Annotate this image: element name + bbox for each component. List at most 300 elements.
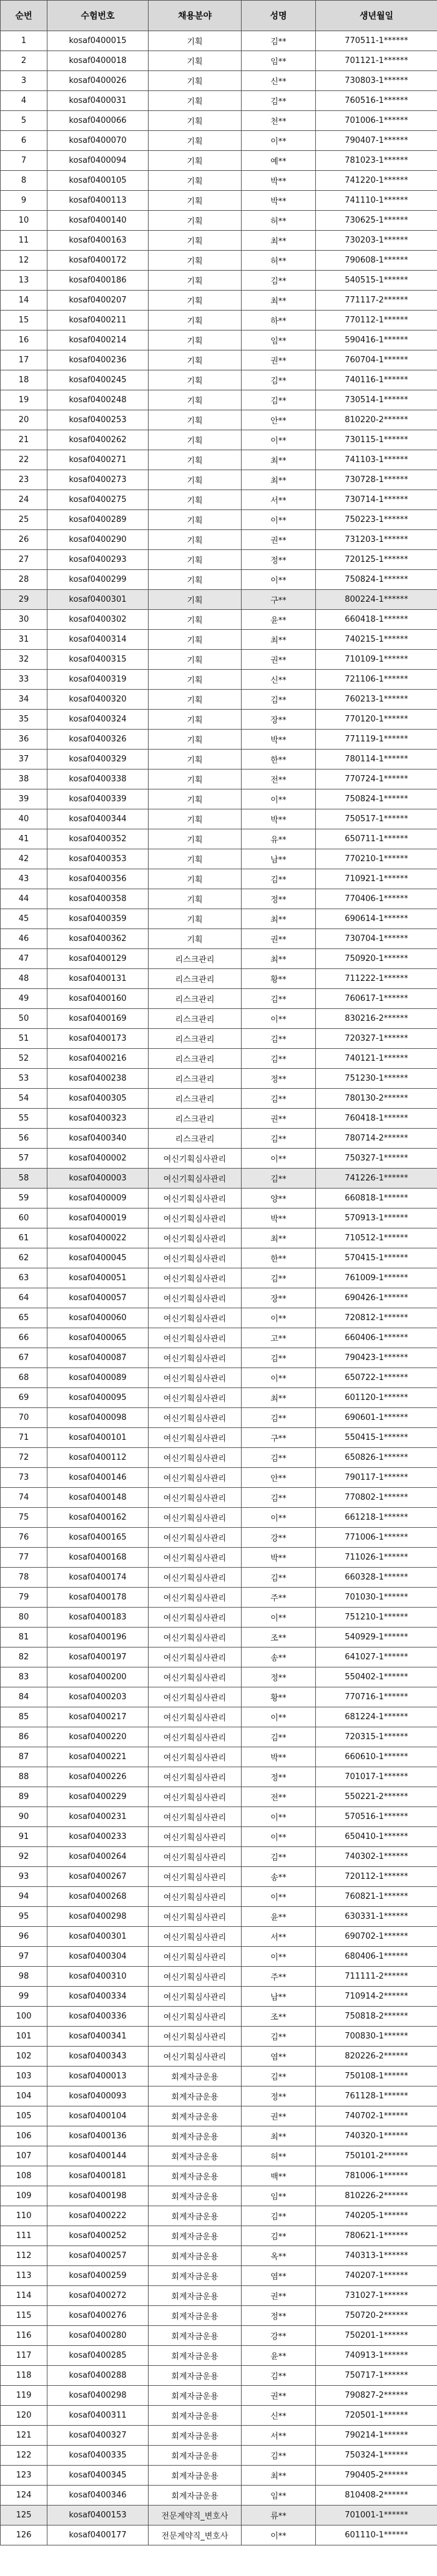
cell-seq: 63 <box>1 1268 47 1288</box>
cell-seq: 1 <box>1 31 47 51</box>
cell-exam-number: kosaf0400172 <box>47 251 149 271</box>
table-row <box>1 889 437 909</box>
cell-field: 기획 <box>149 330 242 350</box>
cell-birthdate: 730714-1****** <box>316 490 437 510</box>
table-row <box>1 1288 437 1308</box>
col-header-birthdate: 생년월일 <box>316 1 437 31</box>
cell-exam-number: kosaf0400236 <box>47 350 149 370</box>
cell-exam-number: kosaf0400098 <box>47 1408 149 1428</box>
cell-birthdate: 771006-1****** <box>316 1528 437 1548</box>
cell-seq: 3 <box>1 71 47 91</box>
cell-seq: 11 <box>1 231 47 251</box>
cell-birthdate: 720327-1****** <box>316 1029 437 1049</box>
cell-field: 여신기획심사관리 <box>149 1208 242 1228</box>
cell-name: 김** <box>242 1129 316 1149</box>
cell-exam-number: kosaf0400214 <box>47 330 149 350</box>
cell-birthdate: 741110-1****** <box>316 191 437 211</box>
cell-seq: 76 <box>1 1528 47 1548</box>
cell-birthdate: 771119-1****** <box>316 730 437 750</box>
table-row <box>1 51 437 71</box>
cell-field: 여신기획심사관리 <box>149 1228 242 1248</box>
cell-name: 구** <box>242 1428 316 1448</box>
cell-seq: 90 <box>1 1807 47 1827</box>
cell-birthdate: 711026-1****** <box>316 1548 437 1568</box>
cell-birthdate: 790407-1****** <box>316 131 437 151</box>
cell-name: 염** <box>242 2266 316 2286</box>
cell-exam-number: kosaf0400290 <box>47 530 149 550</box>
cell-field: 리스크관리 <box>149 1049 242 1069</box>
table-row <box>1 350 437 370</box>
cell-seq: 17 <box>1 350 47 370</box>
cell-exam-number: kosaf0400341 <box>47 2027 149 2047</box>
cell-exam-number: kosaf0400253 <box>47 410 149 430</box>
cell-name: 이** <box>242 1149 316 1169</box>
cell-field: 기획 <box>149 490 242 510</box>
cell-seq: 106 <box>1 2126 47 2146</box>
cell-exam-number: kosaf0400177 <box>47 2525 149 2545</box>
cell-birthdate: 760213-1****** <box>316 690 437 710</box>
cell-field: 기획 <box>149 809 242 829</box>
cell-field: 여신기획심사관리 <box>149 2047 242 2067</box>
cell-seq: 118 <box>1 2366 47 2386</box>
table-row <box>1 1228 437 1248</box>
cell-field: 여신기획심사관리 <box>149 1667 242 1687</box>
cell-exam-number: kosaf0400222 <box>47 2206 149 2226</box>
cell-exam-number: kosaf0400002 <box>47 1149 149 1169</box>
cell-seq: 47 <box>1 949 47 969</box>
cell-field: 여신기획심사관리 <box>149 1568 242 1588</box>
table-row <box>1 490 437 510</box>
cell-exam-number: kosaf0400168 <box>47 1548 149 1568</box>
cell-seq: 108 <box>1 2166 47 2186</box>
cell-name: 안** <box>242 1468 316 1488</box>
table-row <box>1 430 437 450</box>
cell-seq: 70 <box>1 1408 47 1428</box>
cell-name: 권** <box>242 350 316 370</box>
table-row <box>1 1248 437 1268</box>
cell-exam-number: kosaf0400022 <box>47 1228 149 1248</box>
cell-field: 여신기획심사관리 <box>149 1328 242 1348</box>
cell-birthdate: 570516-1****** <box>316 1807 437 1827</box>
cell-birthdate: 730203-1****** <box>316 231 437 251</box>
cell-birthdate: 790214-1****** <box>316 2426 437 2446</box>
table-row <box>1 650 437 670</box>
cell-field: 여신기획심사관리 <box>149 1907 242 1927</box>
table-row <box>1 1628 437 1647</box>
cell-birthdate: 730625-1****** <box>316 211 437 231</box>
cell-name: 최** <box>242 1228 316 1248</box>
cell-birthdate: 701017-1****** <box>316 1767 437 1787</box>
cell-seq: 75 <box>1 1508 47 1528</box>
cell-birthdate: 771117-2****** <box>316 291 437 311</box>
cell-exam-number: kosaf0400267 <box>47 1867 149 1887</box>
cell-birthdate: 750818-2****** <box>316 2007 437 2027</box>
cell-birthdate: 780621-1****** <box>316 2226 437 2246</box>
cell-seq: 36 <box>1 730 47 750</box>
cell-name: 김** <box>242 1448 316 1468</box>
cell-field: 기획 <box>149 430 242 450</box>
cell-name: 허** <box>242 211 316 231</box>
cell-field: 회계자금운용 <box>149 2106 242 2126</box>
cell-seq: 30 <box>1 610 47 630</box>
cell-birthdate: 711222-1****** <box>316 969 437 989</box>
cell-seq: 34 <box>1 690 47 710</box>
cell-name: 박** <box>242 191 316 211</box>
cell-birthdate: 770406-1****** <box>316 889 437 909</box>
cell-seq: 22 <box>1 450 47 470</box>
cell-field: 여신기획심사관리 <box>149 1149 242 1169</box>
table-row <box>1 1508 437 1528</box>
cell-seq: 94 <box>1 1887 47 1907</box>
cell-name: 권** <box>242 650 316 670</box>
cell-seq: 89 <box>1 1787 47 1807</box>
cell-exam-number: kosaf0400144 <box>47 2146 149 2166</box>
cell-seq: 99 <box>1 1987 47 2007</box>
cell-birthdate: 780714-2****** <box>316 1129 437 1149</box>
cell-seq: 4 <box>1 91 47 111</box>
cell-name: 김** <box>242 2446 316 2466</box>
cell-seq: 28 <box>1 570 47 590</box>
cell-exam-number: kosaf0400183 <box>47 1608 149 1628</box>
cell-birthdate: 680406-1****** <box>316 1947 437 1967</box>
cell-name: 정** <box>242 2086 316 2106</box>
cell-exam-number: kosaf0400060 <box>47 1308 149 1328</box>
cell-name: 김** <box>242 989 316 1009</box>
cell-exam-number: kosaf0400174 <box>47 1568 149 1588</box>
cell-field: 기획 <box>149 211 242 231</box>
cell-field: 여신기획심사관리 <box>149 1747 242 1767</box>
table-row <box>1 2186 437 2206</box>
cell-exam-number: kosaf0400094 <box>47 151 149 171</box>
cell-exam-number: kosaf0400334 <box>47 1987 149 2007</box>
cell-exam-number: kosaf0400336 <box>47 2007 149 2027</box>
cell-seq: 56 <box>1 1129 47 1149</box>
cell-seq: 60 <box>1 1208 47 1228</box>
cell-name: 권** <box>242 929 316 949</box>
cell-birthdate: 810220-2****** <box>316 410 437 430</box>
cell-field: 회계자금운용 <box>149 2146 242 2166</box>
cell-name: 최** <box>242 470 316 490</box>
cell-seq: 21 <box>1 430 47 450</box>
cell-name: 강** <box>242 1528 316 1548</box>
cell-name: 최** <box>242 949 316 969</box>
cell-field: 기획 <box>149 151 242 171</box>
table-row <box>1 2486 437 2506</box>
table-row <box>1 2346 437 2366</box>
cell-field: 여신기획심사관리 <box>149 1927 242 1947</box>
cell-field: 여신기획심사관리 <box>149 1508 242 1528</box>
cell-name: 이** <box>242 1887 316 1907</box>
cell-exam-number: kosaf0400197 <box>47 1647 149 1667</box>
cell-name: 김** <box>242 271 316 291</box>
cell-seq: 59 <box>1 1189 47 1208</box>
table-row <box>1 1727 437 1747</box>
cell-seq: 102 <box>1 2047 47 2067</box>
cell-birthdate: 740702-1****** <box>316 2106 437 2126</box>
cell-name: 이** <box>242 1368 316 1388</box>
cell-seq: 48 <box>1 969 47 989</box>
table-row <box>1 670 437 690</box>
cell-birthdate: 660610-1****** <box>316 1747 437 1767</box>
cell-exam-number: kosaf0400338 <box>47 769 149 789</box>
table-row <box>1 390 437 410</box>
col-header-seq: 순번 <box>1 1 47 31</box>
cell-exam-number: kosaf0400301 <box>47 1927 149 1947</box>
cell-birthdate: 790827-2****** <box>316 2386 437 2406</box>
table-row <box>1 410 437 430</box>
cell-seq: 7 <box>1 151 47 171</box>
cell-exam-number: kosaf0400211 <box>47 311 149 330</box>
cell-seq: 105 <box>1 2106 47 2126</box>
cell-exam-number: kosaf0400285 <box>47 2346 149 2366</box>
cell-field: 리스크관리 <box>149 949 242 969</box>
cell-exam-number: kosaf0400248 <box>47 390 149 410</box>
cell-birthdate: 740302-1****** <box>316 1847 437 1867</box>
header-row <box>1 1 437 31</box>
cell-name: 고** <box>242 1328 316 1348</box>
cell-seq: 96 <box>1 1927 47 1947</box>
table-row <box>1 809 437 829</box>
cell-field: 여신기획심사관리 <box>149 1308 242 1328</box>
cell-seq: 38 <box>1 769 47 789</box>
cell-field: 회계자금운용 <box>149 2067 242 2086</box>
table-row <box>1 909 437 929</box>
cell-birthdate: 690702-1****** <box>316 1927 437 1947</box>
cell-birthdate: 790608-1****** <box>316 251 437 271</box>
table-row <box>1 530 437 550</box>
cell-exam-number: kosaf0400018 <box>47 51 149 71</box>
table-row <box>1 630 437 650</box>
cell-exam-number: kosaf0400031 <box>47 91 149 111</box>
cell-exam-number: kosaf0400045 <box>47 1248 149 1268</box>
cell-seq: 84 <box>1 1687 47 1707</box>
cell-seq: 68 <box>1 1368 47 1388</box>
cell-exam-number: kosaf0400216 <box>47 1049 149 1069</box>
cell-exam-number: kosaf0400101 <box>47 1428 149 1448</box>
cell-field: 전문계약직_변호사 <box>149 2525 242 2545</box>
cell-name: 윤** <box>242 2346 316 2366</box>
table-row <box>1 1169 437 1189</box>
cell-exam-number: kosaf0400340 <box>47 1129 149 1149</box>
table-row <box>1 131 437 151</box>
cell-field: 기획 <box>149 550 242 570</box>
table-row <box>1 211 437 231</box>
table-row <box>1 949 437 969</box>
cell-exam-number: kosaf0400259 <box>47 2266 149 2286</box>
cell-birthdate: 650711-1****** <box>316 829 437 849</box>
cell-birthdate: 781023-1****** <box>316 151 437 171</box>
cell-seq: 82 <box>1 1647 47 1667</box>
cell-field: 회계자금운용 <box>149 2466 242 2486</box>
table-row <box>1 1987 437 2007</box>
cell-field: 여신기획심사관리 <box>149 1408 242 1428</box>
cell-name: 이** <box>242 1707 316 1727</box>
table-row <box>1 1927 437 1947</box>
cell-name: 주** <box>242 1588 316 1608</box>
cell-name: 권** <box>242 530 316 550</box>
cell-seq: 88 <box>1 1767 47 1787</box>
cell-seq: 120 <box>1 2406 47 2426</box>
cell-field: 여신기획심사관리 <box>149 2007 242 2027</box>
table-row <box>1 311 437 330</box>
cell-field: 회계자금운용 <box>149 2426 242 2446</box>
cell-birthdate: 550402-1****** <box>316 1667 437 1687</box>
cell-name: 윤** <box>242 610 316 630</box>
cell-field: 회계자금운용 <box>149 2346 242 2366</box>
table-row <box>1 1687 437 1707</box>
cell-birthdate: 751210-1****** <box>316 1608 437 1628</box>
cell-name: 임** <box>242 2486 316 2506</box>
cell-birthdate: 590416-1****** <box>316 330 437 350</box>
cell-seq: 51 <box>1 1029 47 1049</box>
cell-birthdate: 770112-1****** <box>316 311 437 330</box>
cell-birthdate: 720112-1****** <box>316 1867 437 1887</box>
table-row <box>1 1268 437 1288</box>
cell-exam-number: kosaf0400352 <box>47 829 149 849</box>
cell-exam-number: kosaf0400275 <box>47 490 149 510</box>
table-row <box>1 71 437 91</box>
cell-birthdate: 770210-1****** <box>316 849 437 869</box>
cell-name: 김** <box>242 1348 316 1368</box>
cell-name: 김** <box>242 1488 316 1508</box>
cell-name: 천** <box>242 111 316 131</box>
cell-exam-number: kosaf0400257 <box>47 2246 149 2266</box>
cell-birthdate: 800224-1****** <box>316 590 437 610</box>
cell-birthdate: 781006-1****** <box>316 2166 437 2186</box>
table-row <box>1 1907 437 1927</box>
cell-field: 기획 <box>149 929 242 949</box>
cell-field: 여신기획심사관리 <box>149 1847 242 1867</box>
table-row <box>1 2106 437 2126</box>
cell-seq: 66 <box>1 1328 47 1348</box>
cell-exam-number: kosaf0400226 <box>47 1767 149 1787</box>
cell-seq: 39 <box>1 789 47 809</box>
cell-seq: 91 <box>1 1827 47 1847</box>
cell-field: 기획 <box>149 530 242 550</box>
table-row <box>1 1967 437 1987</box>
cell-seq: 117 <box>1 2346 47 2366</box>
table-row <box>1 1089 437 1109</box>
cell-seq: 95 <box>1 1907 47 1927</box>
cell-field: 여신기획심사관리 <box>149 1448 242 1468</box>
cell-birthdate: 630331-1****** <box>316 1907 437 1927</box>
cell-name: 류** <box>242 2506 316 2525</box>
cell-birthdate: 760516-1****** <box>316 91 437 111</box>
cell-exam-number: kosaf0400314 <box>47 630 149 650</box>
cell-seq: 54 <box>1 1089 47 1109</box>
cell-field: 기획 <box>149 769 242 789</box>
table-row <box>1 2366 437 2386</box>
cell-birthdate: 810408-2****** <box>316 2486 437 2506</box>
cell-name: 임** <box>242 2186 316 2206</box>
cell-field: 회계자금운용 <box>149 2086 242 2106</box>
cell-seq: 98 <box>1 1967 47 1987</box>
table-row <box>1 2047 437 2067</box>
cell-name: 권** <box>242 1109 316 1129</box>
cell-exam-number: kosaf0400343 <box>47 2047 149 2067</box>
table-row <box>1 2067 437 2086</box>
cell-exam-number: kosaf0400345 <box>47 2466 149 2486</box>
cell-field: 기획 <box>149 570 242 590</box>
cell-exam-number: kosaf0400026 <box>47 71 149 91</box>
cell-name: 김** <box>242 1727 316 1747</box>
cell-seq: 79 <box>1 1588 47 1608</box>
table-row <box>1 291 437 311</box>
table-row <box>1 1208 437 1228</box>
cell-seq: 45 <box>1 909 47 929</box>
cell-field: 회계자금운용 <box>149 2246 242 2266</box>
cell-seq: 10 <box>1 211 47 231</box>
cell-birthdate: 731027-1****** <box>316 2286 437 2306</box>
table-row <box>1 710 437 730</box>
cell-field: 기획 <box>149 690 242 710</box>
cell-name: 김** <box>242 1847 316 1867</box>
cell-name: 정** <box>242 1667 316 1687</box>
cell-field: 기획 <box>149 131 242 151</box>
table-row <box>1 1488 437 1508</box>
cell-birthdate: 750824-1****** <box>316 570 437 590</box>
cell-name: 송** <box>242 1867 316 1887</box>
table-row <box>1 1049 437 1069</box>
cell-birthdate: 641027-1****** <box>316 1647 437 1667</box>
cell-exam-number: kosaf0400272 <box>47 2286 149 2306</box>
cell-name: 남** <box>242 849 316 869</box>
cell-field: 리스크관리 <box>149 1109 242 1129</box>
cell-seq: 78 <box>1 1568 47 1588</box>
cell-field: 회계자금운용 <box>149 2226 242 2246</box>
table-row <box>1 2426 437 2446</box>
cell-field: 기획 <box>149 630 242 650</box>
cell-seq: 124 <box>1 2486 47 2506</box>
cell-exam-number: kosaf0400220 <box>47 1727 149 1747</box>
cell-exam-number: kosaf0400173 <box>47 1029 149 1049</box>
table-row <box>1 271 437 291</box>
cell-name: 권** <box>242 2286 316 2306</box>
cell-name: 임** <box>242 330 316 350</box>
cell-name: 최** <box>242 291 316 311</box>
cell-name: 김** <box>242 2366 316 2386</box>
table-row <box>1 31 437 51</box>
cell-field: 여신기획심사관리 <box>149 1767 242 1787</box>
cell-exam-number: kosaf0400276 <box>47 2306 149 2326</box>
cell-seq: 15 <box>1 311 47 330</box>
table-row <box>1 730 437 750</box>
table-row <box>1 1448 437 1468</box>
cell-seq: 35 <box>1 710 47 730</box>
cell-name: 김** <box>242 1029 316 1049</box>
cell-seq: 55 <box>1 1109 47 1129</box>
cell-field: 기획 <box>149 670 242 690</box>
cell-exam-number: kosaf0400268 <box>47 1887 149 1907</box>
cell-name: 이** <box>242 430 316 450</box>
cell-field: 기획 <box>149 650 242 670</box>
cell-name: 최** <box>242 909 316 929</box>
table-row <box>1 2506 437 2525</box>
cell-birthdate: 740313-1****** <box>316 2246 437 2266</box>
cell-exam-number: kosaf0400298 <box>47 1907 149 1927</box>
cell-name: 박** <box>242 809 316 829</box>
table-row <box>1 1867 437 1887</box>
cell-birthdate: 770724-1****** <box>316 769 437 789</box>
cell-seq: 113 <box>1 2266 47 2286</box>
cell-exam-number: kosaf0400186 <box>47 271 149 291</box>
cell-exam-number: kosaf0400271 <box>47 450 149 470</box>
cell-name: 서** <box>242 490 316 510</box>
table-row <box>1 450 437 470</box>
cell-name: 허** <box>242 2146 316 2166</box>
cell-name: 신** <box>242 71 316 91</box>
cell-seq: 37 <box>1 750 47 769</box>
